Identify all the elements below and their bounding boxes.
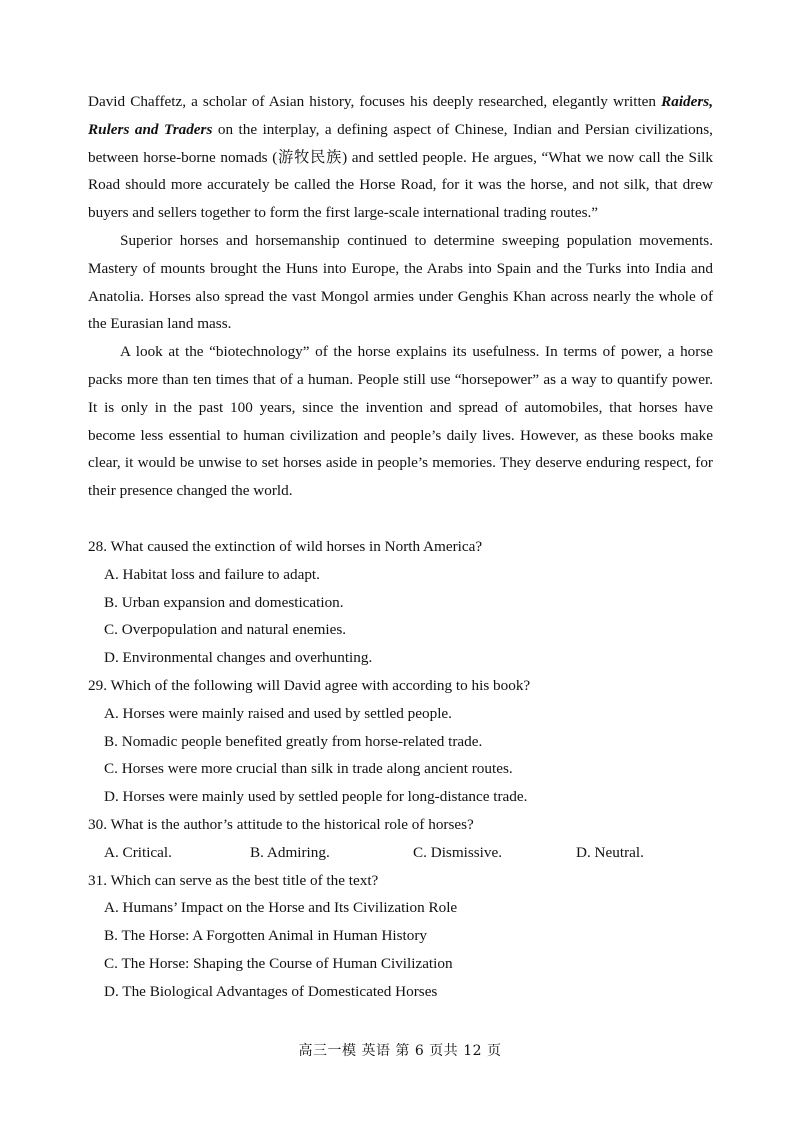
- option-c: C. Overpopulation and natural enemies.: [104, 621, 347, 639]
- option-d: D. Environmental changes and overhunting.: [104, 649, 373, 667]
- paragraph-1: [88, 88, 713, 227]
- book-title: Raiders, Rulers and Traders: [88, 93, 713, 138]
- question-28: [88, 533, 728, 672]
- option-c: C. Dismissive.: [413, 843, 503, 861]
- question-29: [88, 672, 728, 811]
- option-b: B. Urban expansion and domestication.: [104, 593, 344, 611]
- option-a: A. Humans’ Impact on the Horse and Its Civilization Role: [104, 899, 458, 917]
- option-b: B. Nomadic people benefited greatly from horse-related trade.: [104, 732, 483, 750]
- reading-passage: [88, 88, 713, 505]
- option-row: [104, 839, 728, 867]
- option-d: D. Horses were mainly used by settled people for long-distance trade.: [104, 788, 528, 806]
- paragraph-3: A look at the “biotechnology” of the horse explains its usefulness. In terms of power, a horse packs more than ten times that of a human. People still use “horsepower” as a way to quantify power. It is only in the past 100 years, since the invention and spread of automobiles, that horses have become less essential to human civilization and people’s daily lives. However, as these books make clear, it would be unwise to set horses aside in people’s memories. They deserve enduring respect, for their presence changed the world.: [88, 343, 713, 500]
- paragraph-1-text-a: David Chaffetz, a scholar of Asian history, focuses his deeply researched, elegantly written: [88, 93, 662, 110]
- question-31: [88, 867, 728, 1006]
- question-list: [88, 533, 728, 1006]
- question-stem: 29. Which of the following will David agree with according to his book?: [88, 676, 531, 694]
- option-c: C. The Horse: Shaping the Course of Human Civilization: [104, 954, 453, 972]
- question-stem: 31. Which can serve as the best title of the text?: [88, 871, 379, 889]
- option-a: A. Critical.: [104, 843, 172, 861]
- question-stem: 30. What is the author’s attitude to the historical role of horses?: [88, 815, 474, 833]
- paragraph-2: Superior horses and horsemanship continued to determine sweeping population movements. Mastery of mounts brought the Huns into Europe, the Arabs into Spain and the Turks into India and Anatolia. Horses also spread the vast Mongol armies under Genghis Khan across nearly the whole of the Eurasian land mass.: [88, 231, 713, 333]
- option-d: D. The Biological Advantages of Domesticated Horses: [104, 982, 438, 1000]
- option-d: D. Neutral.: [576, 843, 644, 861]
- option-b: B. Admiring.: [250, 843, 330, 861]
- option-c: C. Horses were more crucial than silk in trade along ancient routes.: [104, 760, 513, 778]
- page-footer: 高三一模 英语 第 6 页共 12 页: [298, 1043, 502, 1059]
- option-a: A. Horses were mainly raised and used by settled people.: [104, 704, 452, 722]
- option-b: B. The Horse: A Forgotten Animal in Human History: [104, 927, 428, 945]
- question-30: [88, 811, 728, 867]
- paragraph-1-text-b: on the interplay, a defining aspect of Chinese, Indian and Persian civilizations, between horse-borne nomads (游牧民族) and settled people. He argues, “What we now call the Silk Road should more accurately be called the Horse Road, for it was the horse, and not silk, that drew buyers and sellers together to form the first large-scale international trading routes.”: [88, 120, 713, 222]
- question-stem: 28. What caused the extinction of wild horses in North America?: [88, 538, 483, 555]
- option-a: A. Habitat loss and failure to adapt.: [104, 565, 320, 583]
